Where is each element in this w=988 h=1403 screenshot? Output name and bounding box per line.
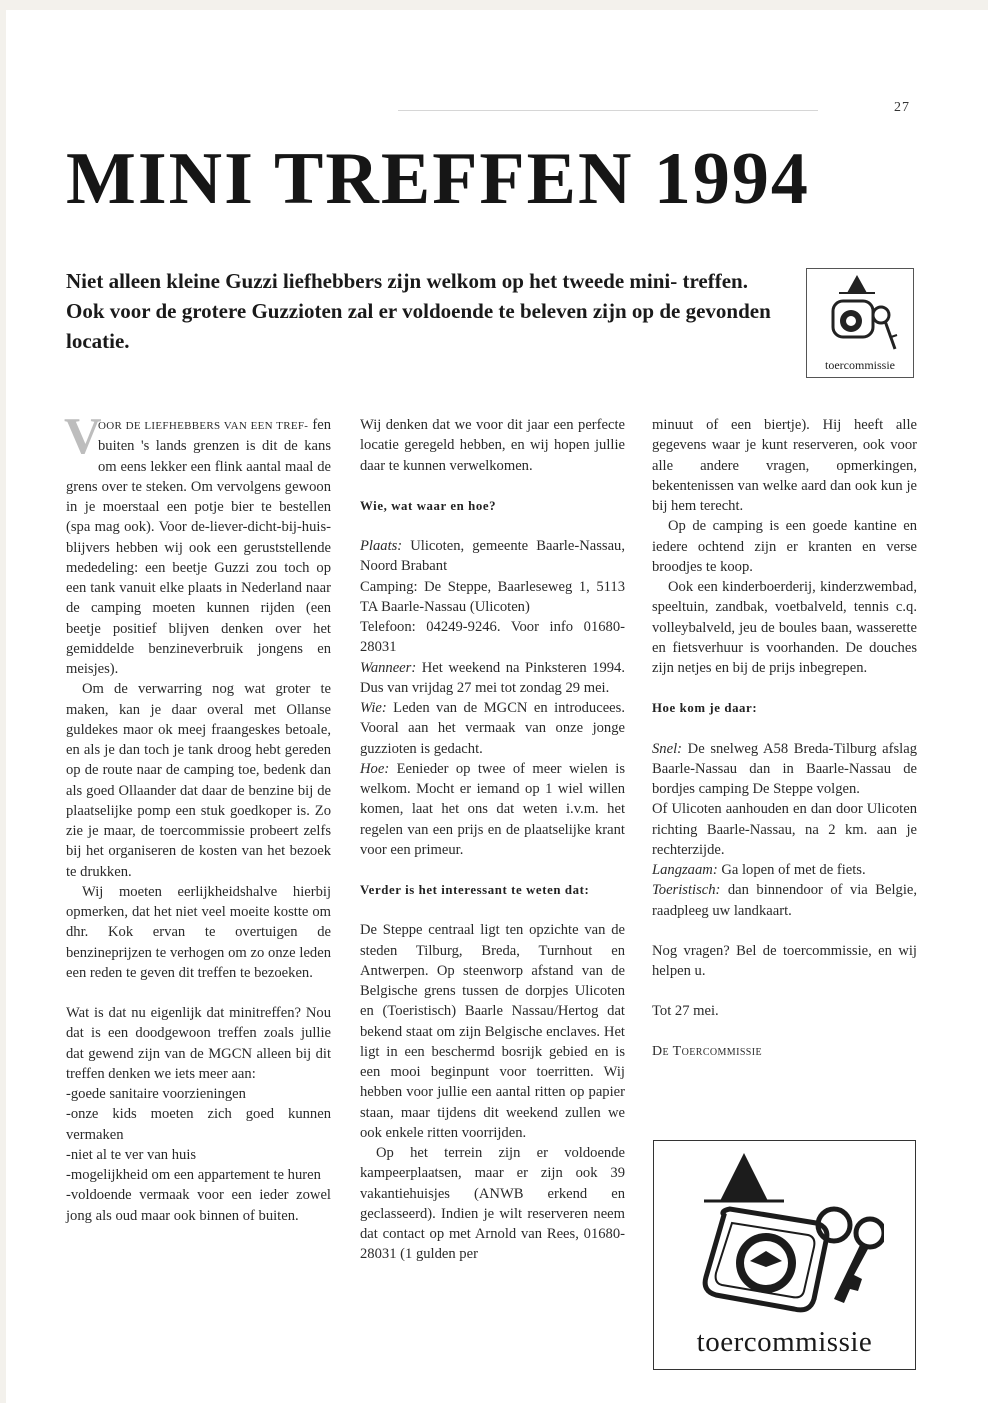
list-item: -voldoende vermaak voor een ieder zowel jong als oud maar ook binnen of buiten. (66, 1187, 331, 1224)
info-wanneer: Wanneer: Het weekend na Pinksteren 1994. Dus van vrijdag 27 mei tot zondag 29 mei. (360, 659, 625, 696)
route-toeristisch: Toeristisch: dan binnendoor of via Belgie, raadpleeg uw landkaart. (652, 882, 917, 919)
toercommissie-logo-small (806, 268, 914, 378)
list-item: -niet al te ver van huis (66, 1146, 197, 1163)
info-camping: Camping: De Steppe, Baarleseweg 1, 5113 TA Baarle-Nassau (Ulicoten) (360, 578, 625, 615)
list-item: -mogelijkheid om een appartement te huren (66, 1167, 321, 1183)
wishlist (66, 1084, 331, 1226)
paragraph-eerlijkheid: Wij moeten eerlijkheidshalve hierbij opmerken, dat het niet veel moeite kostte om dhr. Kok ervan te overtuigen de benzineprijzen te verhogen om zo onze leden een reden te geven dit treffen te bezoeken. (66, 883, 331, 981)
route-ulicoten: Of Ulicoten aanhouden en dan door Ulicoten richting Baarle-Nassau, na 2 km. aan je rechterzijde. (652, 801, 917, 858)
intro-rest: fen buiten 's lands grenzen is dit de kans om eens lekker een flink aantal maal de grens over te steken. Om vervolgens gewoon in je moerstaal een potje bier te bestellen (spa mag ook). Voor de-liever-dicht-bij-huis-blijvers hebben wij ook een geruststellende mededeling: een beetje Guzzi zou toch op een tank vanuit elke plaats in Nederland naar de camping moeten kunnen rijden (een beetje positief blijven denken over het gemiddelde benzineverbruik jongens en meisjes). (66, 417, 332, 677)
info-telefoon: Telefoon: 04249-9246. Voor info 01680-28031 (360, 619, 625, 656)
drop-cap: V (64, 408, 102, 465)
info-plaats: Plaats: Ulicoten, gemeente Baarle-Nassau, Noord Brabant (360, 538, 625, 575)
paragraph-steppe: De Steppe centraal ligt ten opzichte van de steden Tilburg, Breda, Turnhout en Antwerpen. Op steenworp afstand van de Belgische grens tussen de dorpjes Ulicoten en (Toeristisch) Baarle Nassau/Hertog dat bekend staat om zijn Belgische enclaves. Het ligt in een beschermd bosrijk gebied en is een mooi beginpunt voor toerritten. Wij hebben voor jullie een aantal ritten op papier staan, maar tijdens dit weekend zullen we ook enkele ritten voorrijden. (360, 922, 625, 1141)
heading-verder: Verder is het interessant te weten dat: (360, 883, 590, 897)
paragraph-vragen: Nog vragen? Bel de toercommissie, en wij helpen u. (652, 942, 917, 979)
heading-hoe-kom: Hoe kom je daar: (652, 701, 758, 716)
lead-paragraph: Niet alleen kleine Guzzi liefhebbers zijn welkom op het tweede mini- treffen. Ook voor de grotere Guzzioten zal er voldoende te beleven zijn op de gevonden locatie. (66, 269, 771, 353)
logo-caption-large: toercommissie (696, 1326, 873, 1358)
mgcn-abbr: MGCN (483, 700, 528, 716)
closing-line: Tot 27 mei. (652, 1003, 719, 1020)
paragraph-locatie: Wij denken dat we voor dit jaar een perfecte locatie geregeld hebben, en wij hopen jullie daar te kunnen verwelkomen. (360, 417, 625, 474)
intro-caps: OOR DE LIEFHEBBERS VAN EEN TREF- (98, 420, 309, 432)
intro-paragraph (64, 408, 332, 679)
anwb-abbr: ANWB (478, 1185, 524, 1202)
column-1 (64, 408, 332, 1226)
signature: De Toercommissie (652, 1043, 762, 1059)
mgcn-abbr: MGCN (208, 1045, 252, 1062)
tent-keys-icon (684, 1149, 884, 1319)
paragraph-kinderboerderij: Ook een kinderboerderij, kinderzwembad, speeltuin, zandbak, voetbalveld, tennis c.q. volleybalveld, jeu de boules baan, wasserette en fietsverhuur is voorhanden. De douches zijn netjes en bij de prijs inbegrepen. (652, 579, 917, 676)
paragraph-kantine: Op de camping is een goede kantine en iedere ochtend zijn er kranten en verse broodjes te koop. (652, 518, 917, 575)
paragraph-minitreffen: Wat is dat nu eigenlijk dat minitreffen? Nou dat is een doodgewoon treffen zoals jullie dat gewend zijn van de MGCN alleen bij dit treffen denken we iets meer aan: (66, 1005, 331, 1082)
paragraph-terrein: Op het terrein zijn er voldoende kampeerplaatsen, maar er zijn ook 39 vakantiehuisjes (ANWB erkend en geclasseerd). Indien je wilt reserveren neem dat contact op met Arnold van Rees, 01680-28031 (1 gulden per (360, 1145, 626, 1263)
info-hoe: Hoe: Eenieder op twee of meer wielen is welkom. Mocht er iemand op 1 wiel willen komen, laat het ons dat weten i.v.m. het regelen van een prijs en de plaatselijke krant voor een primeur. (360, 760, 625, 858)
route-snel: Snel: De snelweg A58 Breda-Tilburg afslag Baarle-Nassau dan in Baarle-Nassau de bordjes camping De Steppe volgen. (652, 740, 917, 797)
page (6, 10, 988, 1403)
column-2 (360, 415, 625, 1265)
info-wie: Wie: Leden van de MGCN en introducees. Vooral aan het vermaak van onze jonge guzzioten is gedacht. (360, 700, 625, 757)
heading-wie-wat: Wie, wat waar en hoe? (360, 498, 497, 513)
article-title: MINI TREFFEN 1994 (66, 138, 810, 220)
list-item: -onze kids moeten zich goed kunnen vermaken (66, 1106, 331, 1143)
route-langzaam: Langzaam: Ga lopen of met de fiets. (652, 862, 866, 878)
toercommissie-logo-large (653, 1140, 916, 1370)
paragraph-continued: minuut of een biertje). Hij heeft alle gegevens waar je kunt reserveren, ook voor alle andere vragen, opmerkingen, bekentenissen van welke aard dan ook kun je bij hem terecht. (652, 417, 917, 514)
paragraph-verwarring: Om de verwarring nog wat groter te maken, kan je daar overal met Ollanse guldekes maor ok meej fraangeskes betoale, en als je dan toch je tank droog hebt gereden op de route naar de camping toe, bedenk dan als goed Ollaander dat daar de benzine bij de plaatselijke pomp een stuk goedkoper is. Zo zie je maar, de toercommissie probeert zelfs bij het organiseren de kosten van het bezoek te drukken. (66, 681, 331, 880)
top-rule (398, 110, 818, 111)
page-number: 27 (894, 100, 910, 115)
tent-keys-icon (809, 271, 911, 355)
column-3 (652, 415, 917, 1062)
logo-caption-small: toercommissie (825, 358, 895, 372)
list-item: -goede sanitaire voorzieningen (66, 1086, 246, 1102)
